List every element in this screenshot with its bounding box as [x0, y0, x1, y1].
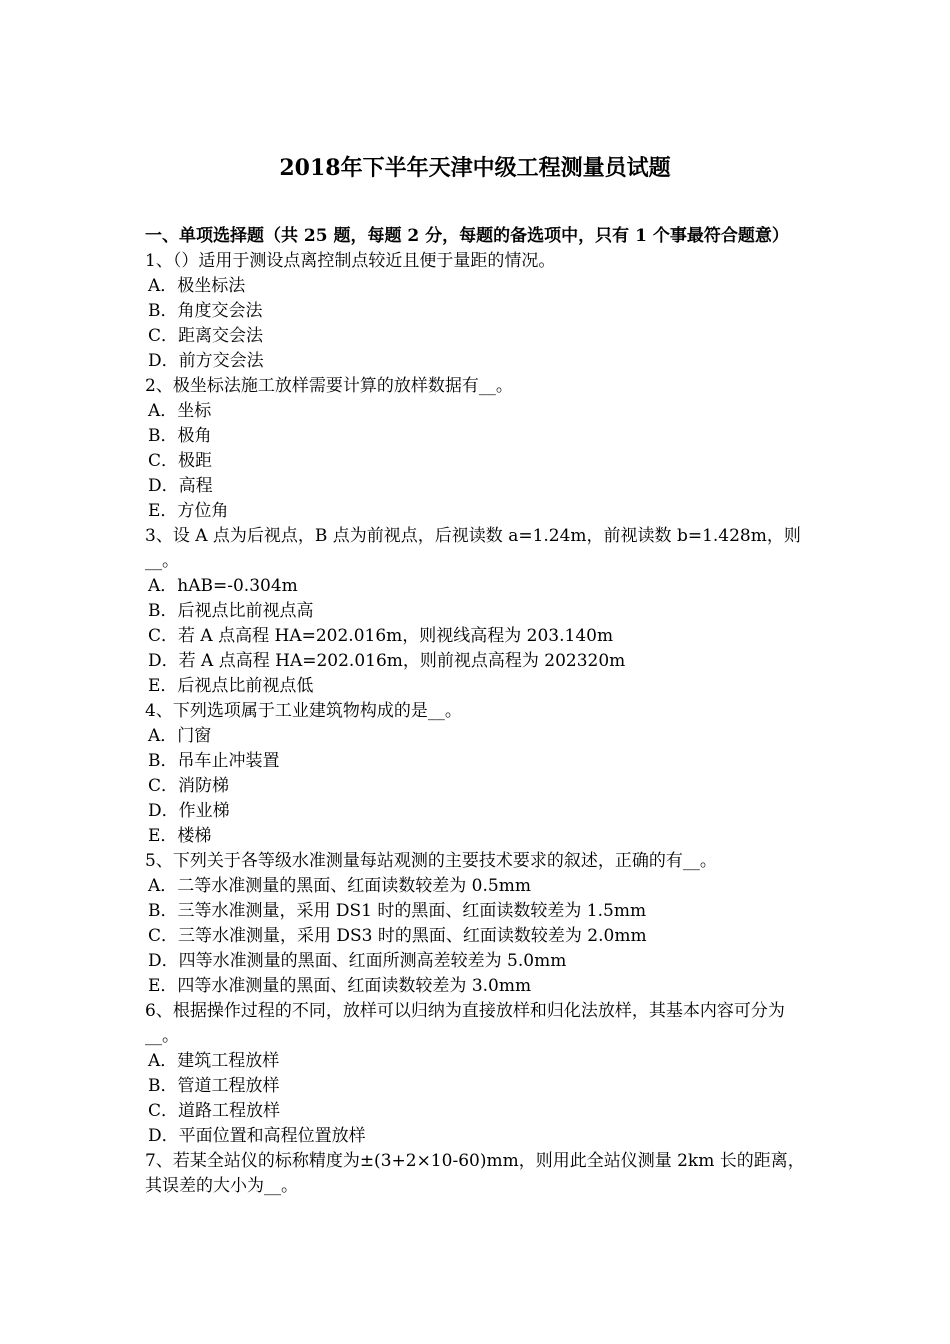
option-e: E．后视点比前视点低: [148, 676, 314, 696]
option-d: D．平面位置和高程位置放样: [148, 1126, 366, 1146]
question-text: 4、下列选项属于工业建筑物构成的是__。: [145, 701, 462, 721]
question-3: [145, 524, 810, 699]
question-5: [145, 849, 810, 999]
option-c: C．道路工程放样: [148, 1101, 281, 1121]
option-a: A．门窗: [148, 726, 212, 746]
option-a: A．hAB=-0.304m: [148, 576, 298, 596]
option-b: B．三等水准测量，采用 DS1 时的黑面、红面读数较差为 1.5mm: [148, 901, 647, 921]
question-text: 2、极坐标法施工放样需要计算的放样数据有__。: [145, 376, 513, 396]
option-b: B．极角: [148, 426, 212, 446]
question-6: [145, 999, 810, 1149]
section-heading: 一、单项选择题（共 25 题，每题 2 分，每题的备选项中，只有 1 个事最符合题意）: [145, 226, 789, 246]
option-d: D．四等水准测量的黑面、红面所测高差较差为 5.0mm: [148, 951, 567, 971]
option-d: D．高程: [148, 476, 213, 496]
question-4: [145, 699, 810, 849]
option-b: B．角度交会法: [148, 301, 263, 321]
option-d: D．若 A 点高程 HA=202.016m，则前视点高程为 202320m: [148, 651, 626, 671]
question-text: 5、下列关于各等级水准测量每站观测的主要技术要求的叙述，正确的有__。: [145, 851, 717, 871]
option-e: E．方位角: [148, 501, 229, 521]
question-1: [145, 249, 810, 374]
option-c: C．若 A 点高程 HA=202.016m，则视线高程为 203.140m: [148, 626, 614, 646]
option-c: C．三等水准测量，采用 DS3 时的黑面、红面读数较差为 2.0mm: [148, 926, 647, 946]
question-text: 3、设 A 点为后视点，B 点为前视点，后视读数 a=1.24m，前视读数 b=1.428m，则__。: [145, 526, 801, 571]
question-text: 1、（）适用于测设点离控制点较近且便于量距的情况。: [145, 251, 556, 271]
option-d: D．作业梯: [148, 801, 230, 821]
document-body: [145, 224, 810, 1199]
option-b: B．后视点比前视点高: [148, 601, 314, 621]
option-b: B．吊车止冲装置: [148, 751, 280, 771]
option-b: B．管道工程放样: [148, 1076, 280, 1096]
option-d: D．前方交会法: [148, 351, 264, 371]
option-a: A．极坐标法: [148, 276, 246, 296]
option-c: C．极距: [148, 451, 213, 471]
option-c: C．消防梯: [148, 776, 230, 796]
option-a: A．建筑工程放样: [148, 1051, 280, 1071]
option-e: E．楼梯: [148, 826, 212, 846]
document-title: 2018年下半年天津中级工程测量员试题: [279, 155, 671, 181]
option-c: C．距离交会法: [148, 326, 264, 346]
question-text: 7、若某全站仪的标称精度为±(3+2×10-60)mm，则用此全站仪测量 2km 长的距离，其误差的大小为__。: [145, 1151, 805, 1196]
option-e: E．四等水准测量的黑面、红面读数较差为 3.0mm: [148, 976, 532, 996]
question-7: [145, 1149, 810, 1199]
option-a: A．二等水准测量的黑面、红面读数较差为 0.5mm: [148, 876, 531, 896]
option-a: A．坐标: [148, 401, 212, 421]
question-text: 6、根据操作过程的不同，放样可以归纳为直接放样和归化法放样，其基本内容可分为__。: [145, 1001, 785, 1046]
question-2: [145, 374, 810, 524]
